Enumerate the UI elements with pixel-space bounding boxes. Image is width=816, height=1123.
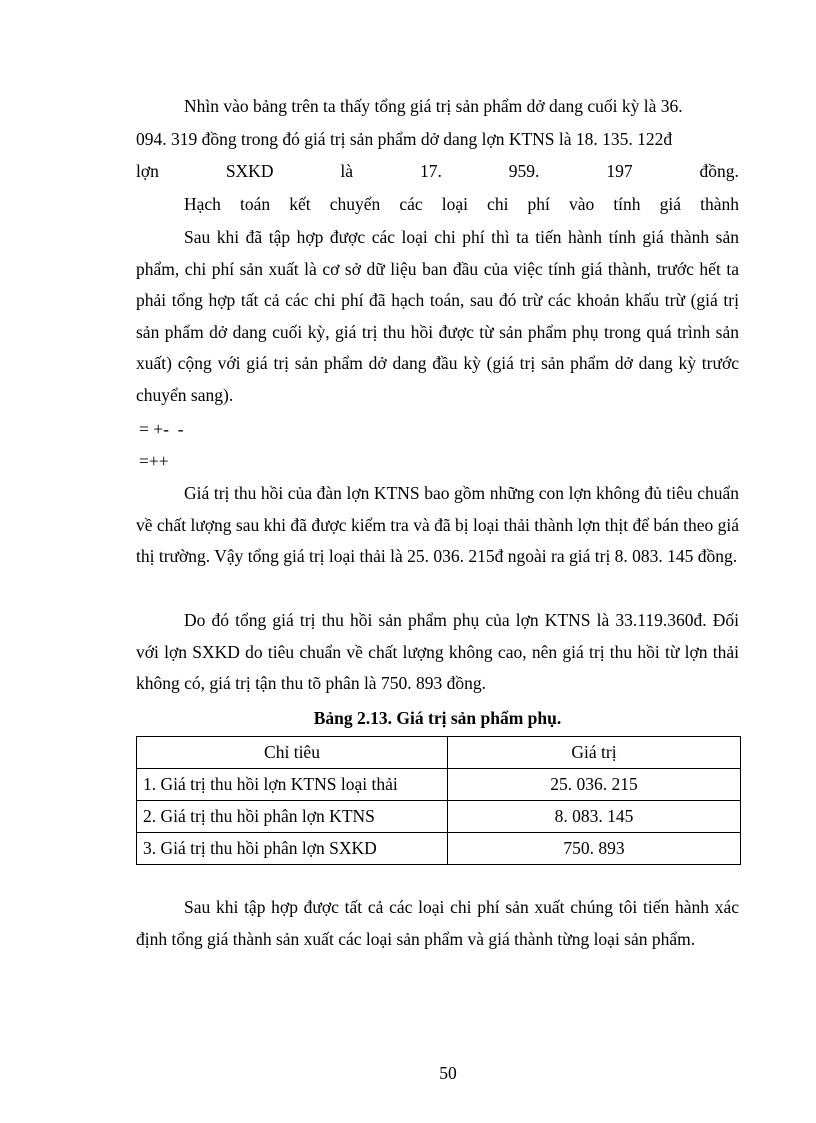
row-value: 8. 083. 145 [448,801,741,833]
paragraph-1-line-1: Nhìn vào bảng trên ta thấy tổng giá trị sản phẩm dở dang cuối kỳ là 36. [184,96,683,116]
formula-line-2: =++ [139,451,169,471]
row-criteria: 1. Giá trị thu hồi lợn KTNS loại thải [137,769,448,801]
row-criteria: 2. Giá trị thu hồi phân lợn KTNS [137,801,448,833]
word: lợn [136,161,159,181]
table-row [137,801,741,833]
word: 197 [606,161,633,181]
formula-line-1: = +- - [139,419,184,439]
table-header-row [137,737,741,769]
row-value: 25. 036. 215 [448,769,741,801]
paragraph-3: Giá trị thu hồi của đàn lợn KTNS bao gồm những con lợn không đủ tiêu chuẩn về chất lượng sau khi đã được kiểm tra và đã bị loại thải thành lợn thịt để bán theo giá thị trường. Vậy tổng giá trị loại thải là 25. 036. 215đ ngoài ra giá trị 8. 083. 145 đồng. [136,483,739,567]
row-value: 750. 893 [448,833,741,865]
word: 17. [419,161,442,181]
paragraph-1-line-3 [136,159,739,183]
table-caption: Bảng 2.13. Giá trị sản phẩm phụ. [313,708,562,728]
paragraph-1-line-2 [136,127,739,151]
column-header-value: Giá trị [448,737,741,769]
row-criteria: 3. Giá trị thu hồi phân lợn SXKD [137,833,448,865]
table-row [137,833,741,865]
paragraph-4: Do đó tổng giá trị thu hồi sản phẩm phụ của lợn KTNS là 33.119.360đ. Đối với lợn SXKD do tiêu chuẩn về chất lượng không cao, nên giá trị thu hồi từ lợn thải không có, giá trị tận thu tõ phân là 750. 893 đồng. [136,610,739,694]
section-heading-line: Hạch toán kết chuyển các loại chi phí vào tính giá thành [184,194,739,214]
paragraph-1-line-2-text: 094. 319 đồng trong đó giá trị sản phẩm dở dang lợn KTNS là 18. 135. 122đ [136,129,673,149]
table-row [137,769,741,801]
column-header-criteria: Chỉ tiêu [137,737,448,769]
word: SXKD [225,161,274,181]
word: đồng. [699,161,739,181]
paragraph-5: Sau khi tập hợp được tất cả các loại chi phí sản xuất chúng tôi tiến hành xác định tổng giá thành sản xuất các loại sản phẩm và giá thành từng loại sản phẩm. [136,897,739,949]
page-number: 50 [439,1063,457,1083]
word: là [340,161,354,181]
paragraph-2: Sau khi đã tập hợp được các loại chi phí thì ta tiến hành tính giá thành sản phẩm, chi phí sản xuất là cơ sở dữ liệu ban đầu của việc tính giá thành, trước hết ta phải tổng hợp tất cả các chi phí đã hạch toán, sau đó trừ các khoản khấu trừ (giá trị sản phẩm dở dang cuối kỳ, giá trị thu hồi được từ sản phẩm phụ trong quá trình sản xuất) cộng với giá trị sản phẩm dở dang đầu kỳ (giá trị sản phẩm dở dang kỳ trước chuyển sang). [136,227,739,405]
word: 959. [508,161,540,181]
by-product-value-table [136,736,741,865]
